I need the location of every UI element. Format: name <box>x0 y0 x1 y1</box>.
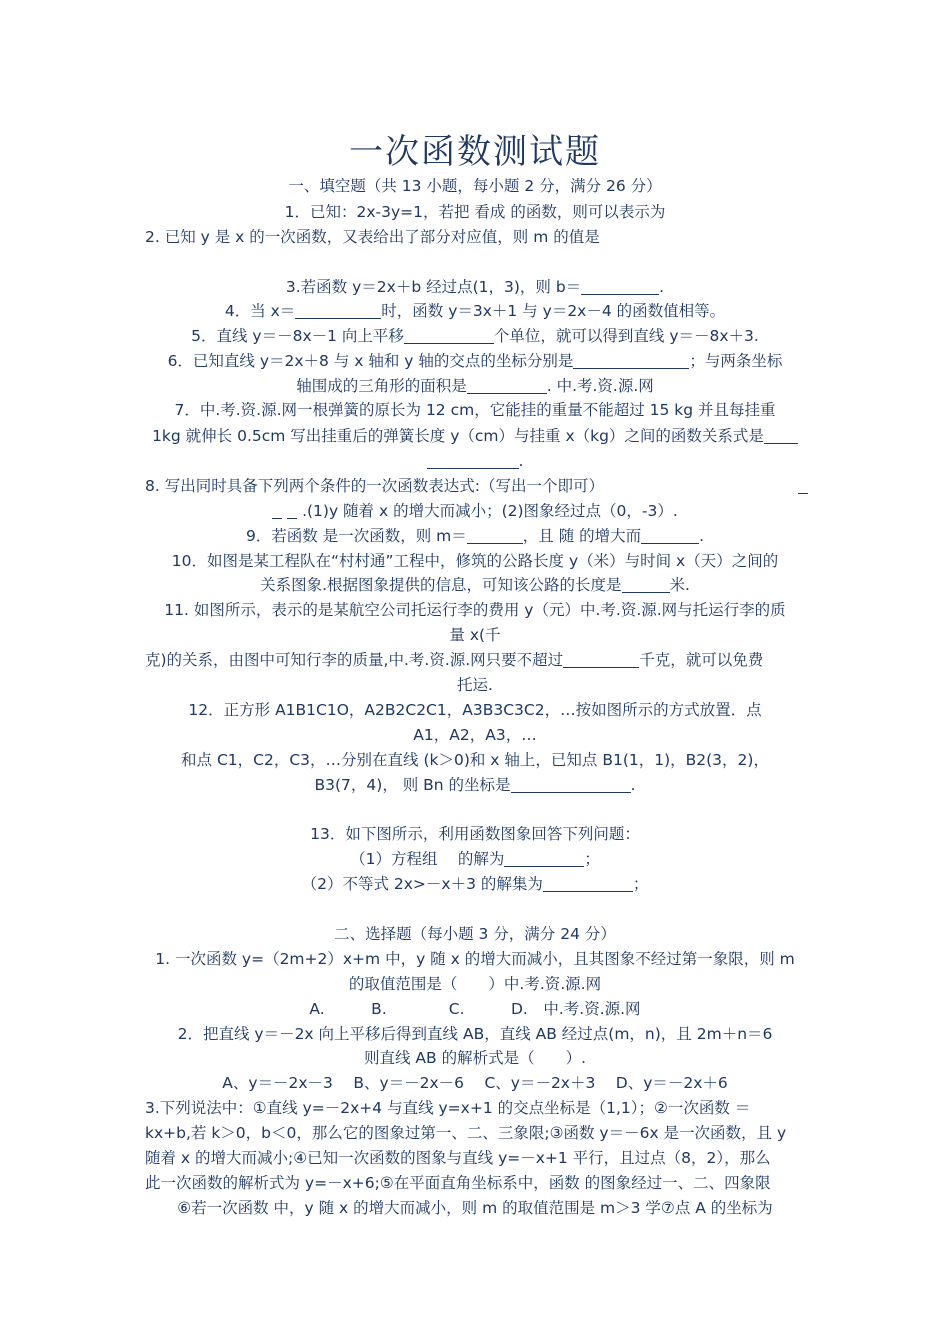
question-10-end: 米. <box>669 576 690 594</box>
question-12-end: . <box>630 776 636 794</box>
answer-blank <box>581 279 659 295</box>
question-5-text-end: 个单位，就可以得到直线 y＝－8x＋3. <box>493 327 759 345</box>
question-9-end: . <box>699 527 705 545</box>
answer-blank <box>573 353 689 369</box>
answer-blank <box>504 851 584 867</box>
question-12-cont-3 <box>0 775 950 795</box>
question-12-cont: A1，A2，A3，… <box>413 726 537 744</box>
answer-blank <box>287 503 297 519</box>
answer-blank <box>467 528 523 544</box>
question-9-text-mid: ，且 随 的增大而 <box>522 527 642 545</box>
question-10-cont <box>0 575 950 595</box>
answer-blank <box>467 378 547 394</box>
question-6 <box>0 351 950 371</box>
question-4 <box>0 301 950 321</box>
page-title: 一次函数测试题 <box>349 132 601 172</box>
question-8-cont <box>0 501 950 521</box>
question-3-text: 3.若函数 y＝2x＋b 经过点(1，3)，则 b＝ <box>285 278 582 296</box>
choice-question-2: 2．把直线 y＝－2x 向上平移后得到直线 AB，直线 AB 经过点(m，n)，且 2m＋n＝6 <box>177 1025 773 1043</box>
question-13: 13．如下图所示，利用函数图象回答下列问题： <box>310 825 640 843</box>
choice-question-3-cont-4: ⑥若一次函数 中，y 随 x 的增大而减小，则 m 的取值范围是 m＞3 学⑦点 A 的坐标为 <box>177 1199 773 1217</box>
question-13-part-2 <box>0 874 950 894</box>
question-9-text: 9．若函数 是一次函数，则 m＝ <box>245 527 467 545</box>
choice-question-2-options: A、y＝－2x－3 B、y＝－2x－6 C、y＝－2x＋3 D、y＝－2x＋6 <box>222 1074 728 1092</box>
answer-blank <box>272 503 282 519</box>
question-6-text-end: . 中.考.资.源.网 <box>546 377 654 395</box>
question-5-text: 5．直线 y＝－8x－1 向上平移 <box>191 327 404 345</box>
choice-question-1-cont: 的取值范围是（ ）中.考.资.源.网 <box>348 975 602 993</box>
section-heading-choice: 二、选择题（每小题 3 分，满分 24 分） <box>334 925 616 943</box>
question-7-cont <box>0 426 950 446</box>
question-11-cont: 量 x(千 <box>449 626 501 644</box>
question-8: 8. 写出同时具备下列两个条件的一次函数表达式:（写出一个即可） <box>145 477 604 495</box>
choice-question-1: 1. 一次函数 y=（2m+2）x+m 中，y 随 x 的增大而减小，且其图象不经过第一象限，则 m <box>155 950 795 968</box>
question-6-text-2: 轴围成的三角形的面积是 <box>296 377 467 395</box>
question-9 <box>0 526 950 546</box>
question-7: 7．中.考.资.源.网一根弹簧的原长为 12 cm，它能挂的重量不能超过 15 kg 并且每挂重 <box>174 401 776 419</box>
question-12: 12．正方形 A1B1C1O，A2B2C2C1，A3B3C3C2，…按如图所示的方式放置．点 <box>188 701 762 719</box>
question-13-text-1-end: ； <box>584 850 600 868</box>
question-11-end: 托运. <box>457 676 493 694</box>
question-3-end: . <box>659 278 665 296</box>
question-6-cont <box>0 376 950 396</box>
question-11: 11. 如图所示，表示的是某航空公司托运行李的费用 y（元）中.考.资.源.网与托运行李的质 <box>164 601 786 619</box>
answer-blank <box>543 876 633 892</box>
answer-blank <box>404 328 494 344</box>
question-3 <box>0 277 950 297</box>
question-11-text-4: 千克，就可以免费 <box>639 651 764 669</box>
question-13-text-1: （1）方程组 的解为 <box>350 850 505 868</box>
question-2: 2. 已知 y 是 x 的一次函数，又表给出了部分对应值，则 m 的值是 <box>145 228 600 246</box>
question-8-text-2: .(1)y 随着 x 的增大而减小；(2)图象经过点（0，-3）. <box>302 502 678 520</box>
choice-question-3-cont-3: 此一次函数的解析式为 y=－x+6;⑤在平面直角坐标系中，函数 的图象经过一、二、四象限 <box>145 1174 771 1192</box>
question-5 <box>0 326 950 346</box>
answer-blank <box>427 453 519 469</box>
answer-blank <box>622 577 670 593</box>
question-4-text-end: 时，函数 y＝3x＋1 与 y＝2x－4 的函数值相等。 <box>381 302 726 320</box>
question-13-part-1 <box>0 849 950 869</box>
answer-blank <box>764 428 798 444</box>
section-heading-fill-in: 一、填空题（共 13 小题，每小题 2 分，满分 26 分） <box>288 177 662 195</box>
choice-question-3: 3.下列说法中：①直线 y=－2x+4 与直线 y=x+1 的交点坐标是（1,1）；②一次函数 ＝ <box>145 1099 751 1117</box>
answer-blank <box>511 777 631 793</box>
choice-question-2-cont: 则直线 AB 的解析式是（ ）. <box>363 1049 587 1067</box>
question-13-text-2-end: ； <box>632 875 649 893</box>
question-1: 1．已知：2x-3y=1，若把 看成 的函数，则可以表示为 <box>284 203 666 221</box>
question-11-text-3: 克)的关系，由图中可知行李的质量,中.考.资.源.网只要不超过 <box>145 651 564 669</box>
question-10-text-2: 关系图象.根据图象提供的信息，可知该公路的长度是 <box>260 576 622 594</box>
choice-question-3-cont: kx+b,若 k＞0，b＜0，那么它的图象过第一、二、三象限;③函数 y＝－6x 是一次函数，且 y <box>145 1124 787 1142</box>
question-11-cont-2 <box>145 650 763 670</box>
question-7-text-2: 1kg 就伸长 0.5cm 写出挂重后的弹簧长度 y（cm）与挂重 x（kg）之间的函数关系式是 <box>152 427 764 445</box>
question-13-text-2: （2）不等式 2x>－x＋3 的解集为 <box>301 875 543 893</box>
choice-question-1-options: A. B. C. D. 中.考.资.源.网 <box>309 1000 641 1018</box>
choice-question-3-cont-2: 随着 x 的增大而减小;④已知一次函数的图象与直线 y=－x+1 平行，且过点（8，2），那么 <box>145 1149 771 1167</box>
question-4-text: 4．当 x＝ <box>224 302 296 320</box>
question-10: 10．如图是某工程队在“村村通”工程中，修筑的公路长度 y（米）与时间 x（天）之间的 <box>171 552 779 570</box>
question-12-cont-2: 和点 C1，C2，C3，…分别在直线 (k＞0)和 x 轴上，已知点 B1(1，1)，B2(3，2)， <box>181 751 769 769</box>
question-6-text: 6．已知直线 y＝2x＋8 与 x 轴和 y 轴的交点的坐标分别是 <box>167 352 574 370</box>
answer-blank <box>563 652 639 668</box>
answer-blank <box>295 303 381 319</box>
question-12-text-4: B3(7，4)， 则 Bn 的坐标是 <box>314 776 511 794</box>
answer-blank <box>798 476 808 496</box>
question-7-cont-2 <box>0 451 950 471</box>
question-7-end: . <box>518 452 524 470</box>
answer-blank <box>641 528 699 544</box>
question-6-text-mid: ；与两条坐标 <box>689 352 783 370</box>
